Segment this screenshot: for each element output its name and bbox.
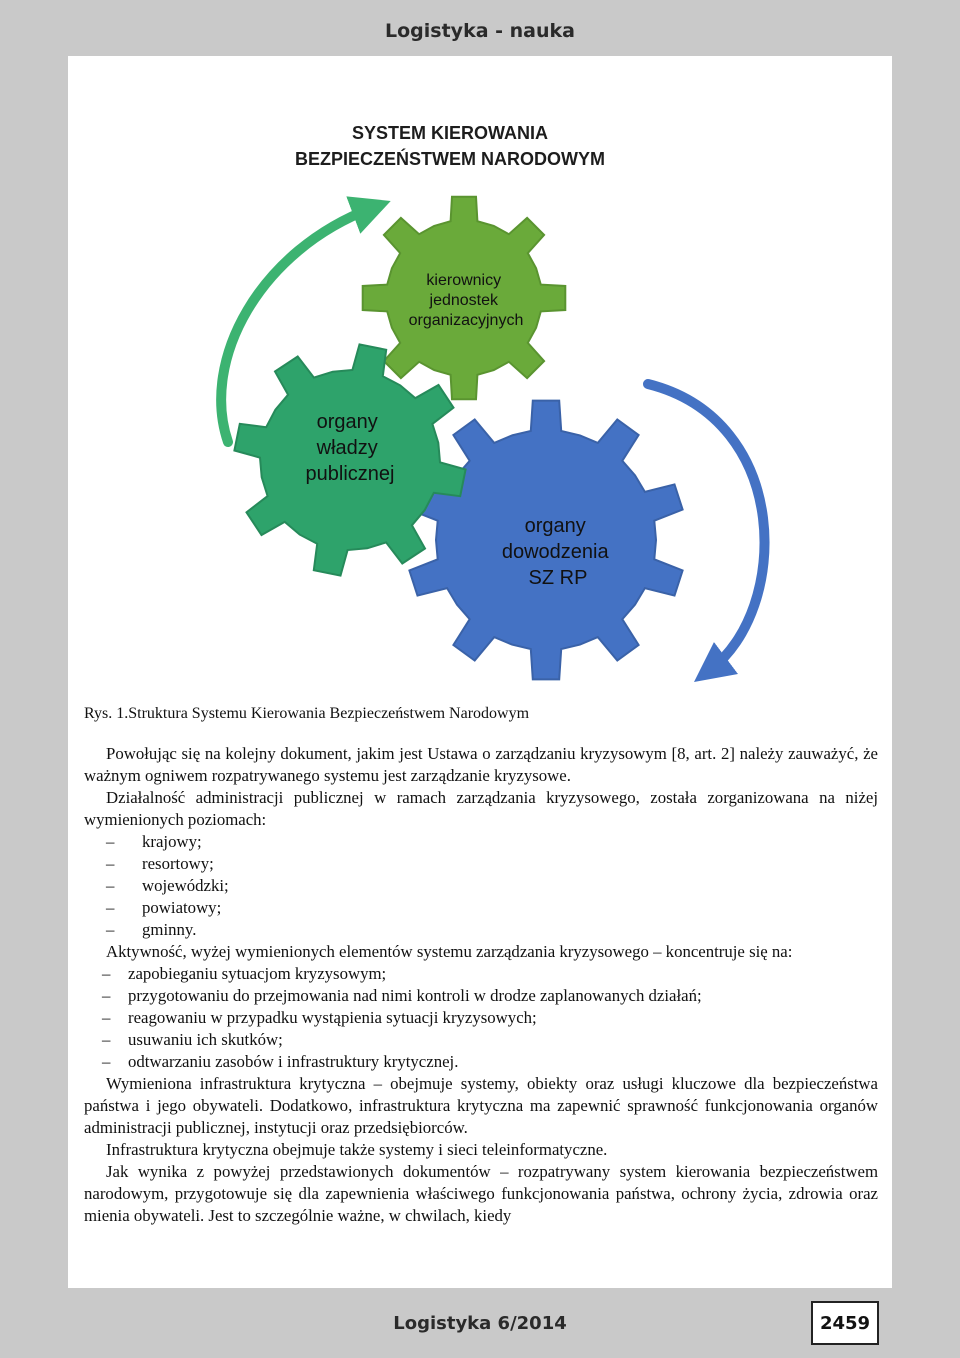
paragraph-4: Wymieniona infrastruktura krytyczna – obejmuje systemy, obiekty oraz usługi kluczowe dla bezpieczeństwa państwa i jego obywateli. Dodatkowo, infrastruktura krytyczna ma zapewnić sprawność funkcjonowania organów administracji publicznej, instytucji oraz przedsiębiorców. [84, 1074, 878, 1137]
paragraph-5: Infrastruktura krytyczna obejmuje także systemy i sieci teleinformatyczne. [106, 1140, 608, 1159]
activities-list [84, 963, 878, 1073]
list-item-text: usuwaniu ich skutków; [128, 1030, 283, 1049]
list-dash: – [102, 1030, 111, 1049]
figure-caption: Rys. 1.Struktura Systemu Kierowania Bezpieczeństwem Narodowym [84, 705, 530, 722]
list-item [84, 1007, 878, 1029]
list-item [84, 1051, 878, 1073]
body-text [84, 743, 878, 1227]
list-item-text: odtwarzaniu zasobów i infrastruktury krytycznej. [128, 1052, 459, 1071]
list-item [84, 875, 878, 897]
paragraph-6: Jak wynika z powyżej przedstawionych dokumentów – rozpatrywany system kierowania bezpieczeństwem narodowym, przygotowuje się dla zapewnienia właściwego funkcjonowania państwa, ochrony życia, zdrowia oraz mienia obywateli. Jest to szczególnie ważne, w chwilach, kiedy [84, 1162, 878, 1225]
running-header: Logistyka - nauka [385, 20, 575, 42]
gear-left-line: publicznej [305, 463, 395, 485]
paragraph-3: Aktywność, wyżej wymienionych elementów systemu zarządzania kryzysowego – koncentruje się na: [106, 942, 793, 961]
gear-right-line: SZ RP [528, 567, 588, 589]
list-item [84, 919, 878, 941]
list-item [84, 831, 878, 853]
list-dash: – [102, 1052, 111, 1071]
gear-right-line: organy [524, 515, 586, 537]
gear-top-line: kierownicy [426, 272, 502, 289]
list-item [84, 1029, 878, 1051]
list-item [84, 897, 878, 919]
list-item-text: resortowy; [142, 854, 214, 873]
list-dash: – [106, 854, 115, 873]
running-footer: Logistyka 6/2014 [393, 1313, 567, 1334]
list-item [84, 963, 878, 985]
list-item-text: przygotowaniu do przejmowania nad nimi kontroli w drodze zaplanowanych działań; [128, 986, 702, 1005]
gear-left-line: władzy [316, 437, 378, 459]
gear-right-shape [409, 401, 682, 680]
page-number: 2459 [811, 1301, 879, 1345]
list-item-text: wojewódzki; [142, 876, 229, 895]
list-item-text: powiatowy; [142, 898, 222, 917]
list-dash: – [106, 920, 115, 939]
list-item-text: krajowy; [142, 832, 202, 851]
list-dash: – [102, 1008, 111, 1027]
list-dash: – [106, 898, 115, 917]
list-item [84, 985, 878, 1007]
list-item-text: gminny. [142, 920, 197, 939]
diagram-title-line1: SYSTEM KIEROWANIA [351, 123, 548, 143]
gear-right-line: dowodzenia [501, 541, 609, 563]
gear-top-line: organizacyjnych [408, 312, 524, 329]
levels-list [84, 831, 878, 941]
list-dash: – [102, 964, 111, 983]
gear-top-line: jednostek [429, 292, 499, 309]
list-item-text: zapobieganiu sytuacjom kryzysowym; [128, 964, 387, 983]
gear-left-label [306, 411, 395, 485]
paragraph-2: Działalność administracji publicznej w ramach zarządzania kryzysowego, została zorganizowana na niżej wymienionych poziomach: [84, 788, 878, 829]
list-item-text: reagowaniu w przypadku wystąpienia sytuacji kryzysowych; [128, 1008, 537, 1027]
cycle-arrow-blue [648, 384, 765, 670]
gear-left-line: organy [316, 411, 378, 433]
list-dash: – [106, 832, 115, 851]
list-dash: – [106, 876, 115, 895]
paragraph-1: Powołując się na kolejny dokument, jakim jest Ustawa o zarządzaniu kryzysowym [8, art. 2] należy zauważyć, że ważnym ogniwem rozpatrywanego systemu jest zarządzanie kryzysowe. [84, 744, 878, 785]
gear-left-shape [234, 344, 465, 575]
list-item [84, 853, 878, 875]
diagram-title-line2: BEZPIECZEŃSTWEM NARODOWYM [295, 149, 605, 169]
list-dash: – [102, 986, 111, 1005]
